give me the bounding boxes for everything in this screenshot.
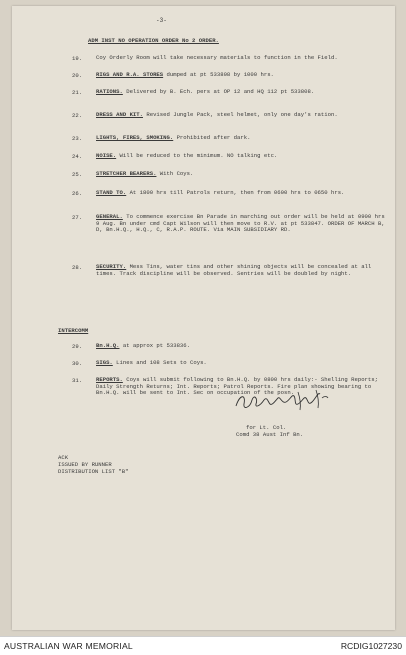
paragraph-number: 24. <box>72 153 83 160</box>
paragraph-keyword: DRESS AND KIT. <box>96 111 143 118</box>
signature-unit: Comd 38 Aust Inf Bn. <box>236 431 304 438</box>
paragraph-number: 27. <box>72 214 83 221</box>
paragraph-text <box>96 72 386 79</box>
paragraph-number: 21. <box>72 89 83 96</box>
paragraph-keyword: STAND TO. <box>96 189 127 196</box>
paragraph-keyword: STRETCHER BEARERS. <box>96 170 157 177</box>
paragraph-text <box>96 112 386 119</box>
distribution-line: DISTRIBUTION LIST "B" <box>58 468 129 475</box>
paragraph-keyword: RATIONS. <box>96 88 123 95</box>
document-heading: ADM INST NO OPERATION ORDER No 2 ORDER. <box>88 37 219 44</box>
paragraph-number: 20. <box>72 72 83 79</box>
paragraph-text <box>96 171 386 178</box>
paragraph-number: 29. <box>72 343 83 350</box>
paragraph-keyword: RIGS AND R.A. STORES <box>96 71 164 78</box>
footer-source: AUSTRALIAN WAR MEMORIAL <box>4 641 133 651</box>
paragraph-body: dumped at pt 533808 by 1000 hrs. <box>163 71 274 78</box>
paragraph-body: Coys will submit following to Bn.H.Q. by 0800 hrs daily:- Shelling Reports; Daily Strength Returns; Int. Reports; Patrol Reports. Fire plan showing bearing to Bn.H.Q. will be sent to Int. Sec on occupation of the posn. <box>96 376 378 397</box>
paragraph-number: 23. <box>72 135 83 142</box>
paragraph-text <box>96 190 386 197</box>
paragraph-body: Prohibited after dark. <box>173 134 251 141</box>
paragraph-keyword: SIGS. <box>96 359 113 366</box>
footer-bar <box>0 636 406 655</box>
paragraph-keyword: LIGHTS, FIRES, SMOKING. <box>96 134 174 141</box>
paragraph-text <box>96 264 386 277</box>
paragraph-body: Will be reduced to the minimum. NO talking etc. <box>116 152 278 159</box>
ack-line: ACK <box>58 454 69 461</box>
paragraph-number: 30. <box>72 360 83 367</box>
paragraph-text <box>96 360 386 367</box>
footer-id: RCDIG1027230 <box>340 641 402 651</box>
paragraph-keyword: SECURITY. <box>96 263 127 270</box>
paragraph-body: Coy Orderly Room will take necessary materials to function in the Field. <box>96 54 338 61</box>
paragraph-body: To commence exercise Bn Parade in marching out order will be held at 0900 hrs 9 Aug. Bn under cmd Capt Wilson will then move to R.V. at pt 533847. ORDER OF MARCH B, D, Bn.H.Q., H.Q., C, R.A.P. ROUTE. Via MAIN SUBSIDIARY RD. <box>96 213 385 234</box>
document-page <box>12 6 395 630</box>
paragraph-number: 25. <box>72 171 83 178</box>
section-heading-intercomm: INTERCOMM <box>58 327 89 334</box>
paragraph-number: 31. <box>72 377 83 384</box>
paragraph-body: Revised Jungle Pack, steel helmet, only one day's ration. <box>143 111 338 118</box>
paragraph-body: Mess Tins, water tins and other shining objects will be concealed at all times. Track discipline will be observed. Sentries will be doubled by night. <box>96 263 372 277</box>
signature-rank: for Lt. Col. <box>246 424 287 431</box>
paragraph-body: With Coys. <box>156 170 194 177</box>
paragraph-keyword: NOISE. <box>96 152 117 159</box>
paragraph-body: Lines and 108 Sets to Coys. <box>112 359 207 366</box>
paragraph-text <box>96 89 386 96</box>
issued-line: ISSUED BY RUNNER <box>58 461 112 468</box>
paragraph-body: Delivered by B. Ech. pers at OP 12 and HQ 112 pt 533808. <box>122 88 315 95</box>
paragraph-body: At 1800 hrs till Patrols return, then from 0600 hrs to 0650 hrs. <box>126 189 345 196</box>
paragraph-text <box>96 55 386 62</box>
paragraph-number: 22. <box>72 112 83 119</box>
paragraph-text <box>96 343 386 350</box>
page-number: -3- <box>156 17 167 24</box>
handwritten-signature <box>234 388 330 414</box>
paragraph-number: 28. <box>72 264 83 271</box>
paragraph-number: 26. <box>72 190 83 197</box>
paragraph-keyword: GENERAL. <box>96 213 123 220</box>
paragraph-number: 19. <box>72 55 83 62</box>
paragraph-keyword: Bn.H.Q. <box>96 342 120 349</box>
paragraph-body: at approx pt 533836. <box>119 342 190 349</box>
paragraph-text <box>96 214 386 234</box>
paragraph-text <box>96 153 386 160</box>
paragraph-keyword: REPORTS. <box>96 376 123 383</box>
paragraph-text <box>96 135 386 142</box>
